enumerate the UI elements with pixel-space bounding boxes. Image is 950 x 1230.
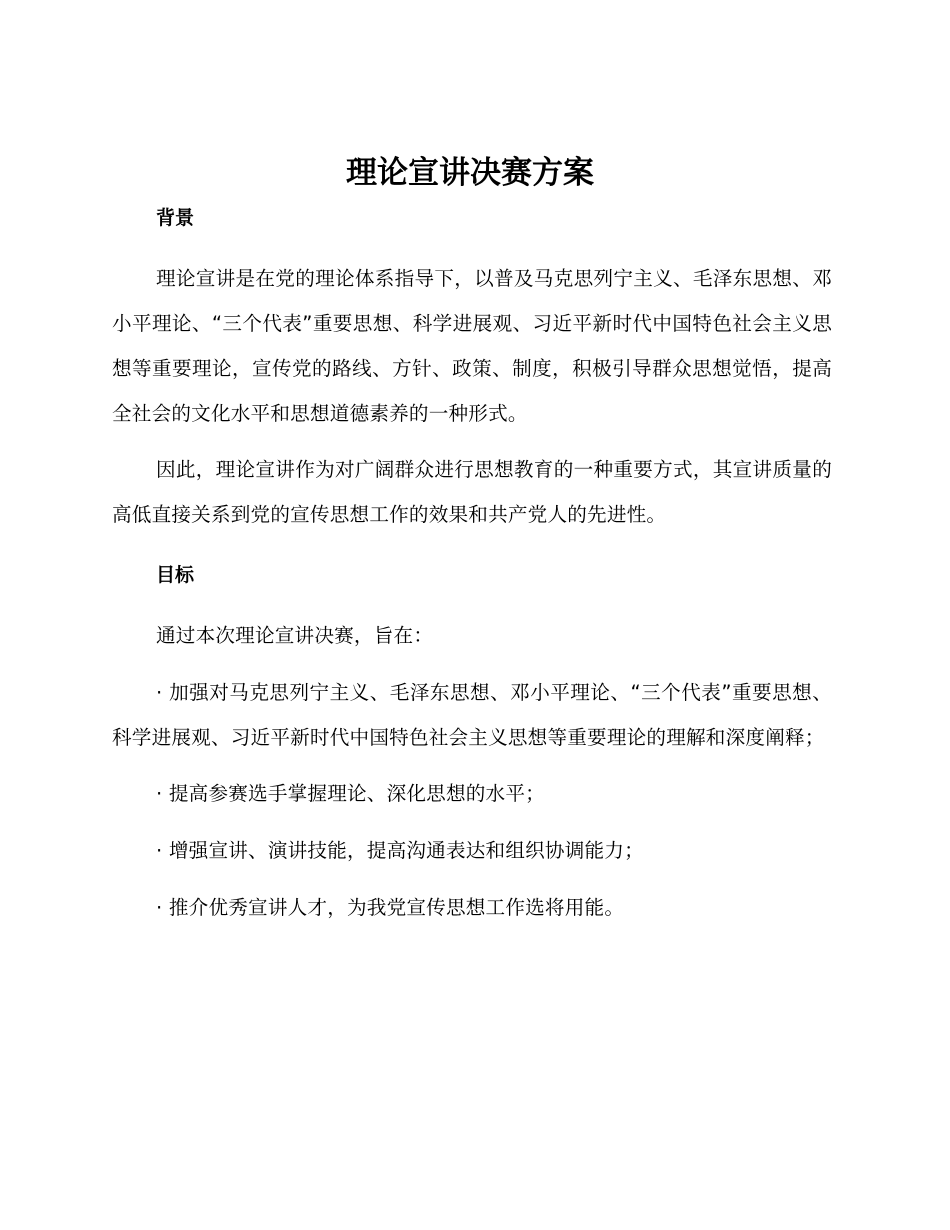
goals-bullet-3: · 增强宣讲、演讲技能，提高沟通表达和组织协调能力； [156,839,644,862]
background-paragraph-1: 理论宣讲是在党的理论体系指导下，以普及马克思列宁主义、毛泽东思想、邓小平理论、“三个代表”重要思想、科学进展观、习近平新时代中国特色社会主义思想等重要理论，宣传党的路线、方针、政策、制度，积极引导群众思想觉悟，提高全社会的文化水平和思想道德素养的一种形式。 [112,267,832,425]
background-paragraph-2: 因此，理论宣讲作为对广阔群众进行思想教育的一种重要方式，其宣讲质量的高低直接关系到党的宣传思想工作的效果和共产党人的先进性。 [112,458,832,526]
section-goals [112,557,832,930]
goals-bullet-2: · 提高参赛选手掌握理论、深化思想的水平； [156,782,545,805]
document-title: 理论宣讲决赛方案 [346,155,594,191]
document-page [112,148,832,930]
goals-intro-paragraph: 通过本次理论宣讲决赛，旨在： [156,624,434,647]
goals-bullet-4: · 推介优秀宣讲人才，为我党宣传思想工作选将用能。 [156,896,625,919]
section-background [112,200,832,537]
section-heading-background: 背景 [156,207,195,229]
section-heading-goals: 目标 [156,564,195,586]
goals-bullet-1: · 加强对马克思列宁主义、毛泽东思想、邓小平理论、“三个代表”重要思想、科学进展观、习近平新时代中国特色社会主义思想等重要理论的理解和深度阐释； [112,681,832,749]
